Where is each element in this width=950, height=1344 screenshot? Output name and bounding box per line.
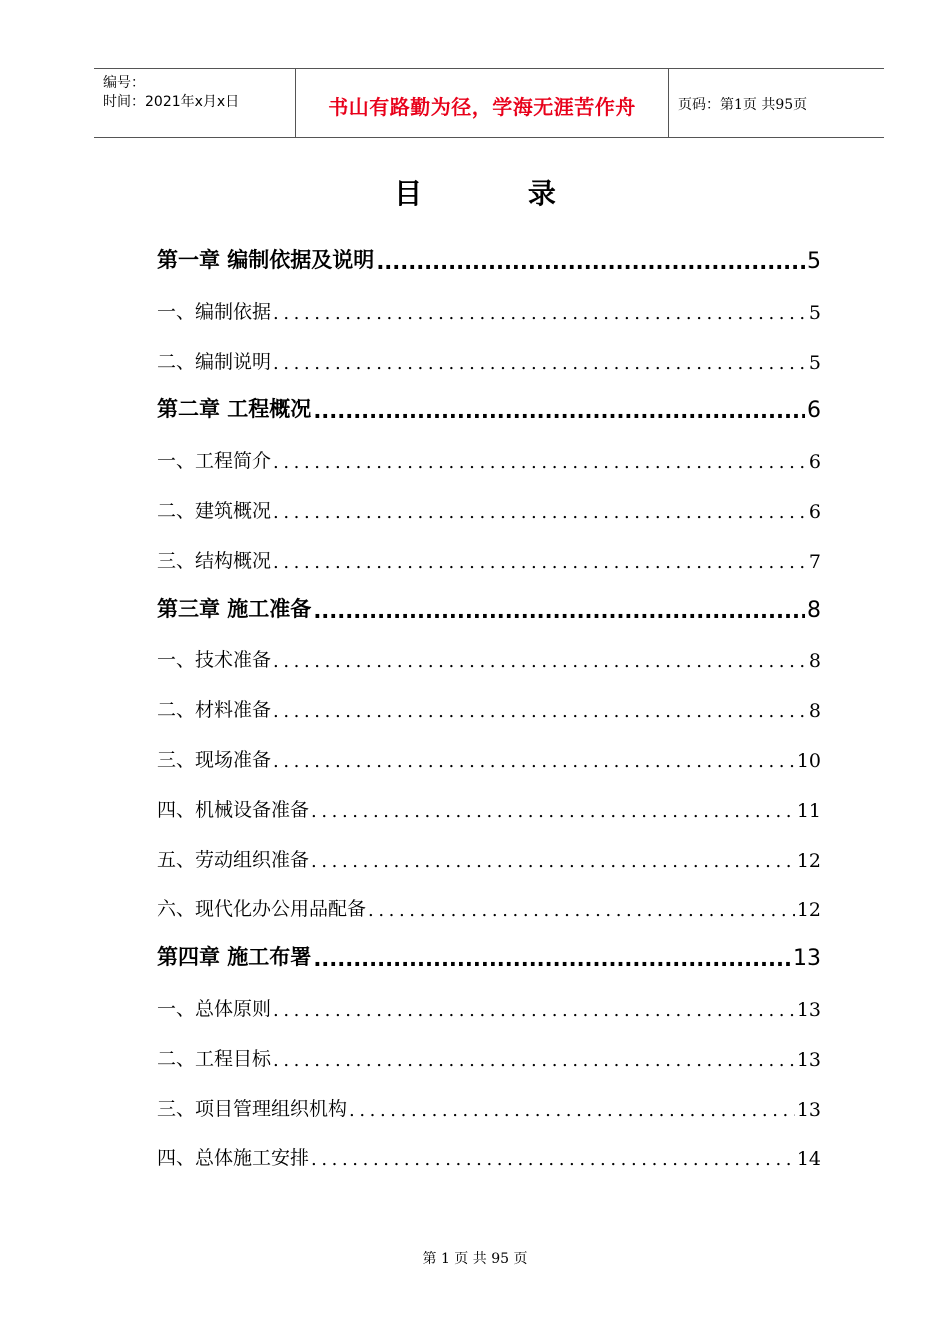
toc-dot-leader [311, 1149, 795, 1170]
toc-entry-page: 13 [796, 1048, 821, 1071]
toc-section-entry[interactable] [157, 642, 821, 672]
toc-entry-page: 8 [808, 650, 821, 673]
toc-entry-title: 第二章 工程概况 [157, 397, 312, 422]
toc-entry-page: 5 [808, 301, 821, 324]
toc-section-entry[interactable] [157, 543, 821, 573]
toc-entry-title: 四、机械设备准备 [157, 798, 310, 821]
toc-entry-page: 12 [796, 899, 821, 922]
toc-chapter-entry[interactable] [157, 593, 821, 623]
page-header [94, 68, 884, 138]
header-page-info: 页码：第1页 共95页 [678, 97, 808, 113]
toc-entry-page: 7 [808, 550, 821, 573]
toc-section-entry[interactable] [157, 692, 821, 722]
toc-section-entry[interactable] [157, 493, 821, 523]
toc-section-entry[interactable] [157, 842, 821, 872]
document-number-label: 编号： [103, 75, 145, 91]
toc-entry-page: 5 [808, 351, 821, 374]
toc-dot-leader [273, 502, 807, 523]
page-footer: 第 1 页 共 95 页 [422, 1251, 528, 1267]
toc-dot-leader [313, 947, 791, 971]
toc-entry-page: 13 [796, 1098, 821, 1121]
toc-dot-leader [311, 801, 795, 822]
toc-section-entry[interactable] [157, 1041, 821, 1071]
toc-entry-title: 二、工程目标 [157, 1047, 272, 1070]
toc-entry-title: 第四章 施工布署 [157, 945, 312, 970]
toc-dot-leader [349, 1100, 795, 1121]
toc-section-entry[interactable] [157, 742, 821, 772]
toc-entry-title: 二、建筑概况 [157, 500, 272, 522]
toc-entry-page: 11 [796, 799, 821, 822]
toc-dot-leader [311, 851, 795, 872]
toc-dot-leader [273, 651, 807, 672]
toc-chapter-entry[interactable] [157, 941, 821, 971]
toc-entry-title: 一、编制依据 [157, 300, 272, 323]
toc-entry-page: 12 [796, 849, 821, 872]
toc-section-entry[interactable] [157, 443, 821, 473]
toc-entry-page: 8 [807, 597, 821, 623]
toc-chapter-entry[interactable] [157, 393, 821, 423]
toc-dot-leader [273, 353, 807, 374]
toc-entry-title: 二、材料准备 [157, 699, 272, 722]
toc-title: 目 录 [394, 177, 604, 210]
toc-entry-title: 三、项目管理组织机构 [157, 1097, 348, 1120]
toc-entry-title: 二、编制说明 [157, 350, 272, 373]
toc-entry-title: 一、工程简介 [157, 450, 272, 473]
toc-entry-title: 六、现代化办公用品配备 [157, 898, 367, 921]
toc-section-entry[interactable] [157, 344, 821, 374]
toc-entry-title: 四、总体施工安排 [157, 1147, 310, 1170]
header-motto: 书山有路勤为径，学海无涯苦作舟 [328, 95, 636, 119]
toc-dot-leader [273, 1050, 795, 1071]
toc-entry-page: 13 [796, 999, 821, 1021]
toc-entry-title: 第一章 编制依据及说明 [157, 248, 375, 272]
toc-dot-leader [273, 303, 807, 324]
toc-dot-leader [273, 552, 807, 573]
toc-section-entry[interactable] [157, 891, 821, 921]
toc-entry-title: 三、结构概况 [157, 549, 272, 572]
header-motto-cell [295, 69, 669, 137]
toc-entry-page: 6 [808, 451, 821, 474]
toc-entry-page: 6 [807, 398, 821, 424]
header-page-cell [669, 69, 884, 137]
toc-entry-title: 一、技术准备 [157, 649, 272, 672]
toc-entry-title: 第三章 施工准备 [157, 596, 312, 621]
toc-dot-leader [273, 751, 795, 772]
toc-entry-title: 五、劳动组织准备 [157, 848, 310, 871]
toc-entry-title: 三、现场准备 [157, 749, 272, 771]
toc-section-entry[interactable] [157, 792, 821, 822]
toc-dot-leader [368, 900, 795, 921]
toc-dot-leader [273, 452, 807, 473]
document-time-label: 时间：2021年x月x日 [103, 94, 240, 110]
toc-section-entry[interactable] [157, 1140, 821, 1170]
toc-entry-page: 8 [808, 700, 821, 723]
toc-chapter-entry[interactable] [157, 244, 821, 274]
toc-entry-page: 5 [807, 249, 821, 274]
toc-section-entry[interactable] [157, 294, 821, 324]
toc-entry-page: 13 [793, 946, 821, 972]
toc-dot-leader [313, 399, 805, 423]
toc-dot-leader [313, 599, 805, 623]
toc-section-entry[interactable] [157, 1091, 821, 1121]
toc-entry-page: 14 [796, 1148, 821, 1171]
toc-dot-leader [273, 701, 807, 722]
toc-dot-leader [273, 1000, 795, 1021]
header-meta-cell [94, 69, 294, 137]
toc-section-entry[interactable] [157, 991, 821, 1021]
toc-entry-page: 10 [796, 750, 821, 772]
toc-entry-page: 6 [808, 501, 821, 523]
toc-entry-title: 一、总体原则 [157, 998, 272, 1020]
toc-dot-leader [376, 250, 805, 274]
